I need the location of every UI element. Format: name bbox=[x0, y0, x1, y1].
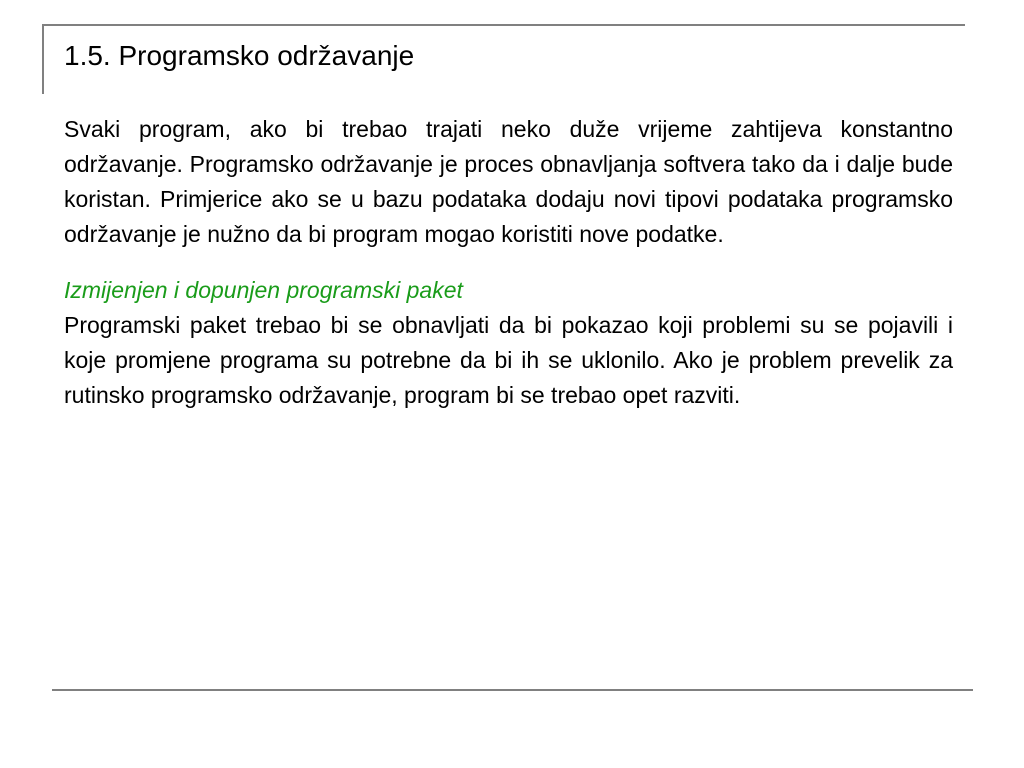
slide-title: 1.5. Programsko održavanje bbox=[64, 40, 415, 71]
title-frame-top-line bbox=[43, 24, 965, 26]
section-paragraph: Programski paket trebao bi se obnavljati da bi pokazao koji problemi su se pojavili i koje promjene programa su potrebne da bi ih se uklonilo. Ako je problem prevelik za rutinsko programsko održavanje, program bi se trebao opet razviti. bbox=[64, 312, 953, 408]
bottom-divider-line bbox=[52, 689, 973, 691]
slide-content bbox=[64, 112, 953, 413]
section-subheading: Izmijenjen i dopunjen programski paket bbox=[64, 277, 463, 303]
title-frame-left-line bbox=[42, 24, 44, 94]
intro-paragraph: Svaki program, ako bi trebao trajati neko duže vrijeme zahtijeva konstantno održavanje. Programsko održavanje je proces obnavljanja softvera tako da i dalje bude koristan. Primjerice ako se u bazu podataka dodaju novi tipovi podataka programsko održavanje je nužno da bi program mogao koristiti nove podatke. bbox=[64, 116, 953, 247]
